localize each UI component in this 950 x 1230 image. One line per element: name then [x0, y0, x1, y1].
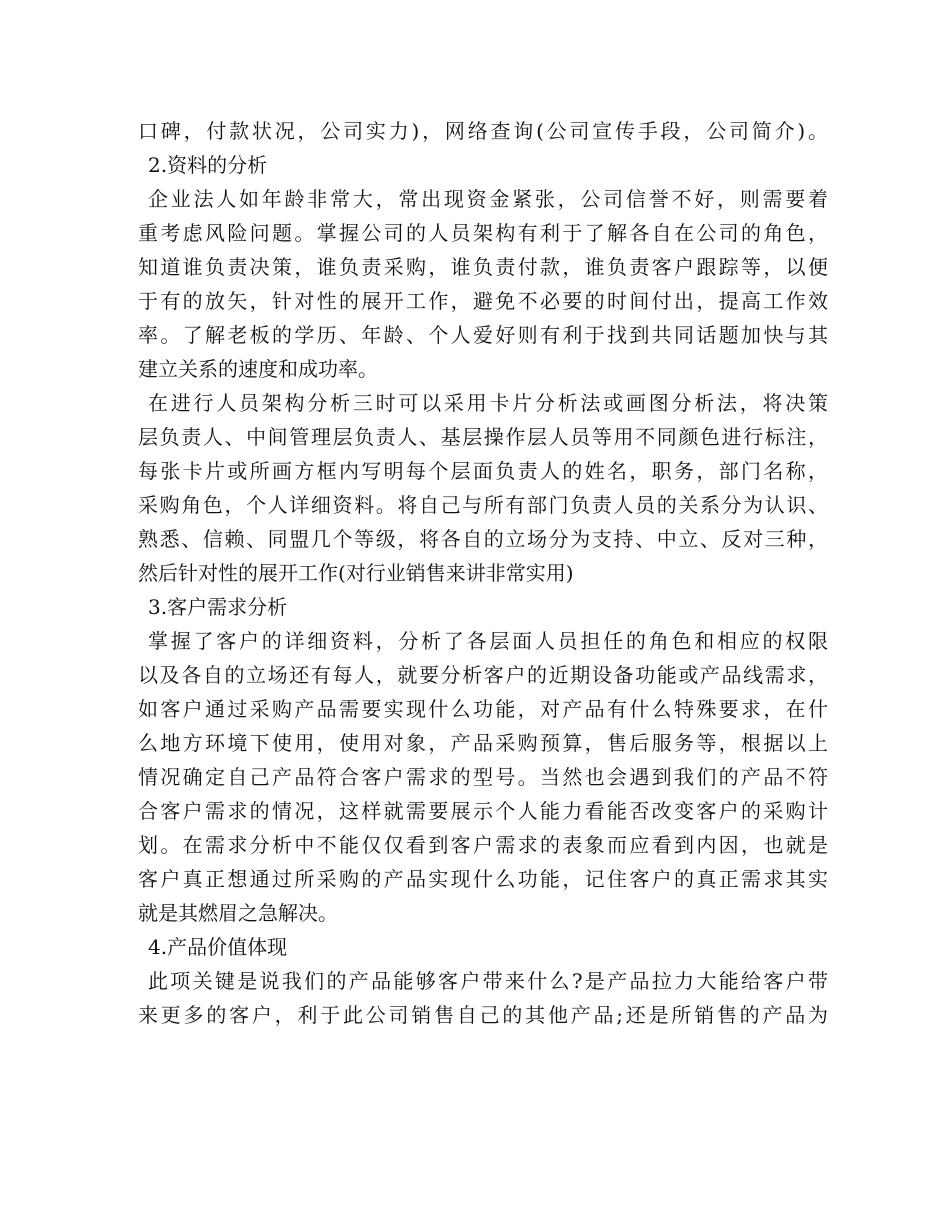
- text-line: 划。在需求分析中不能仅仅看到客户需求的表象而应看到内因，也就是: [138, 833, 828, 857]
- text-line: 就是其燃眉之急解决。: [138, 901, 338, 925]
- document-page: [138, 114, 828, 1032]
- text-line: 然后针对性的展开工作(对行业销售来讲非常实用): [138, 561, 574, 585]
- paragraph-first-line: 此项关键是说我们的产品能够客户带来什么?是产品拉力大能给客户带: [148, 969, 828, 993]
- text-line: 建立关系的速度和成功率。: [138, 357, 378, 381]
- text-line: 客户真正想通过所采购的产品实现什么功能，记住客户的真正需求其实: [138, 867, 828, 891]
- text-line: 知道谁负责决策，谁负责采购，谁负责付款，谁负责客户跟踪等，以便: [138, 255, 828, 279]
- text-line: 率。了解老板的学历、年龄、个人爱好则有利于找到共同话题加快与其: [138, 323, 828, 347]
- text-line: 如客户通过采购产品需要实现什么功能，对产品有什么特殊要求，在什: [138, 697, 828, 721]
- text-line: 情况确定自己产品符合客户需求的型号。当然也会遇到我们的产品不符: [138, 765, 828, 789]
- text-line: 么地方环境下使用，使用对象，产品采购预算，售后服务等，根据以上: [138, 731, 828, 755]
- text-line: 以及各自的立场还有每人，就要分析客户的近期设备功能或产品线需求，: [138, 663, 828, 687]
- text-line: 于有的放矢，针对性的展开工作，避免不必要的时间付出，提高工作效: [138, 289, 828, 313]
- text-line: 采购角色，个人详细资料。将自己与所有部门负责人员的关系分为认识、: [138, 493, 828, 517]
- paragraph-first-line: 掌握了客户的详细资料，分析了各层面人员担任的角色和相应的权限: [148, 629, 828, 653]
- paragraph-first-line: 企业法人如年龄非常大，常出现资金紧张，公司信誉不好，则需要着: [148, 187, 828, 211]
- section-heading: 2.资料的分析: [148, 153, 268, 177]
- paragraph-first-line: 在进行人员架构分析三时可以采用卡片分析法或画图分析法，将决策: [148, 391, 828, 415]
- text-line: 合客户需求的情况，这样就需要展示个人能力看能否改变客户的采购计: [138, 799, 828, 823]
- section-heading: 4.产品价值体现: [148, 935, 288, 959]
- text-line: 口碑，付款状况，公司实力)，网络查询(公司宣传手段，公司简介)。: [138, 119, 828, 143]
- section-heading: 3.客户需求分析: [148, 595, 288, 619]
- text-line: 每张卡片或所画方框内写明每个层面负责人的姓名，职务，部门名称，: [138, 459, 828, 483]
- text-line: 来更多的客户，利于此公司销售自己的其他产品;还是所销售的产品为: [138, 1003, 828, 1027]
- text-line: 熟悉、信赖、同盟几个等级，将各自的立场分为支持、中立、反对三种，: [138, 527, 828, 551]
- text-line: 重考虑风险问题。掌握公司的人员架构有利于了解各自在公司的角色，: [138, 221, 828, 245]
- text-line: 层负责人、中间管理层负责人、基层操作层人员等用不同颜色进行标注，: [138, 425, 828, 449]
